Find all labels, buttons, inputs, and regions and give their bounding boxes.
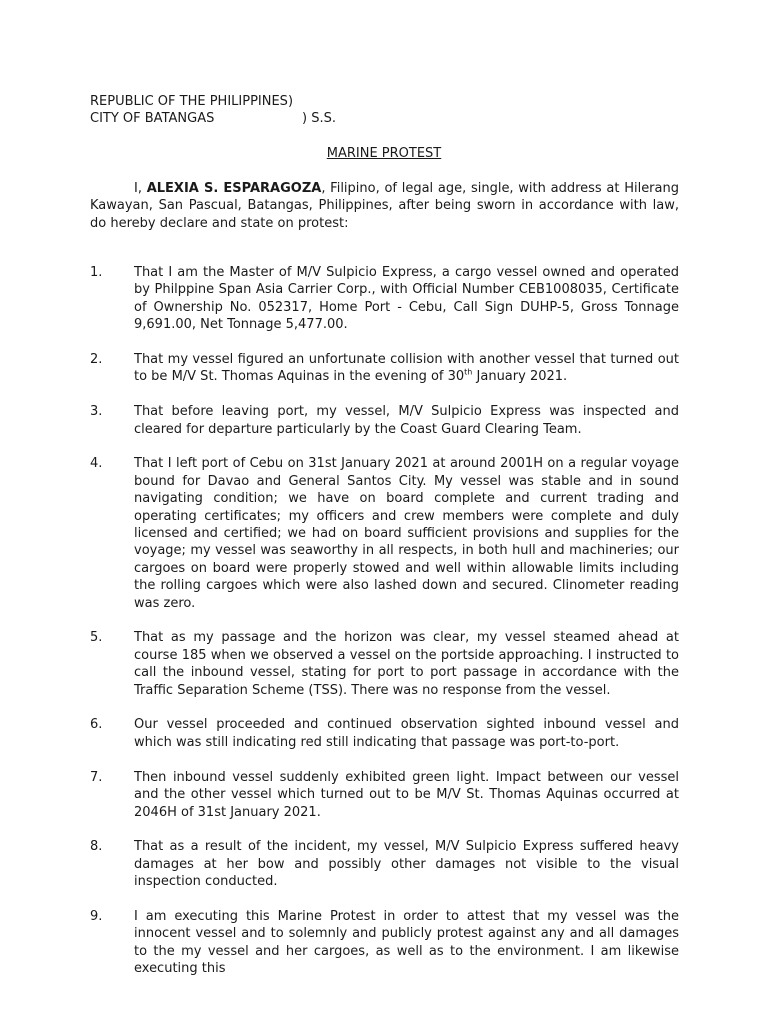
list-item	[90, 716, 679, 751]
item-text: Our vessel proceeded and continued observation sighted inbound vessel and which was still indicating red still indicating that passage was port-to-port.	[134, 717, 679, 750]
document-title: MARINE PROTEST	[326, 146, 442, 161]
list-item	[90, 403, 679, 438]
list-item	[90, 769, 679, 821]
item-number: 6.	[90, 717, 103, 733]
item-text: That as a result of the incident, my vessel, M/V Sulpicio Express suffered heavy damages at her bow and possibly other damages not visible to the visual inspection conducted.	[134, 839, 679, 890]
list-item	[90, 629, 679, 699]
intro-rest: , Filipino, of legal age, single, with address at Hilerang Kawayan, San Pascual, Batangas, Philippines, after being sworn in accordance with law, do hereby declare and state on protest:	[90, 181, 679, 231]
item-text	[134, 351, 679, 386]
affiant-name: ALEXIA S. ESPARAGOZA	[146, 181, 322, 196]
item-number: 8.	[90, 839, 103, 855]
item-text: That I left port of Cebu on 31st January 2021 at around 2001H on a regular voyage bound for Davao and General Santos City. My vessel was stable and in sound navigating condition; we have on board complete and current trading and operating certificates; my officers and crew members were complete and duly licensed and certified; we had on board sufficient provisions and supplies for the voyage; my vessel was seaworthy in all respects, in both hull and machineries; our cargoes on board were properly stowed and well within allowable limits including the rolling cargoes which were also lashed down and secured. Clinometer reading was zero.	[134, 456, 679, 611]
list-item	[90, 351, 679, 386]
venue-block	[90, 93, 336, 128]
item-number: 1.	[90, 265, 103, 280]
item-number: 2.	[90, 352, 103, 368]
ordinal-suffix: th	[464, 368, 473, 378]
item-text: That as my passage and the horizon was clear, my vessel steamed ahead at course 185 when we observed a vessel on the portside approaching. I instructed to call the inbound vessel, stating for port to port passage in accordance with the Traffic Separation Scheme (TSS). There was no response from the vessel.	[134, 630, 679, 698]
item-number: 7.	[90, 769, 103, 785]
venue-ss: ) S.S.	[302, 111, 336, 127]
venue-republic: REPUBLIC OF THE PHILIPPINES)	[90, 94, 294, 109]
item-number: 5.	[90, 630, 103, 646]
list-item	[90, 838, 679, 890]
item-text-part: January 2021.	[472, 369, 568, 385]
protest-items	[90, 264, 679, 995]
intro-paragraph	[90, 180, 679, 232]
list-item	[90, 455, 679, 612]
list-item	[90, 908, 679, 978]
item-number: 9.	[90, 908, 103, 924]
item-text: Then inbound vessel suddenly exhibited green light. Impact between our vessel and the other vessel which turned out to be M/V St. Thomas Aquinas occurred at 2046H of 31st January 2021.	[134, 769, 679, 820]
list-item	[90, 264, 679, 334]
venue-city: CITY OF BATANGAS	[90, 111, 215, 127]
intro-prefix: I,	[134, 181, 147, 196]
item-number: 3.	[90, 404, 103, 420]
item-text: That I am the Master of M/V Sulpicio Express, a cargo vessel owned and operated by Philppine Span Asia Carrier Corp., with Official Number CEB1008035, Certificate of Ownership No. 052317, Home Port - Cebu, Call Sign DUHP-5, Gross Tonnage 9,691.00, Net Tonnage 5,477.00.	[134, 265, 679, 333]
item-text: That before leaving port, my vessel, M/V Sulpicio Express was inspected and cleared for departure particularly by the Coast Guard Clearing Team.	[134, 404, 679, 437]
item-text: I am executing this Marine Protest in order to attest that my vessel was the innocent vessel and to solemnly and publicly protest against any and all damages to the my vessel and her cargoes, as well as to the environment. I am likewise executing this	[134, 908, 679, 977]
item-number: 4.	[90, 456, 103, 472]
item-text-part: That my vessel figured an unfortunate collision with another vessel that turned out to be M/V St. Thomas Aquinas in the evening of 30	[134, 352, 679, 385]
venue-city-line	[90, 110, 336, 127]
